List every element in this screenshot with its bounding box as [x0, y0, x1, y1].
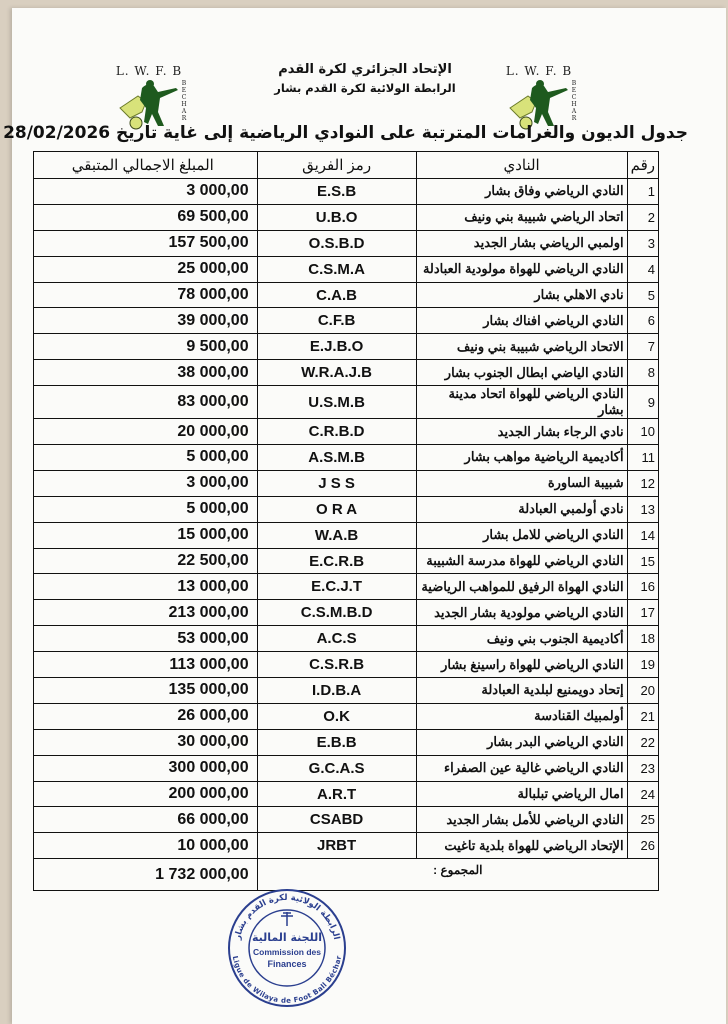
- team-code: U.S.M.B: [257, 386, 416, 419]
- remaining-amount: 10 000,00: [34, 833, 258, 859]
- team-code: U.B.O: [257, 204, 416, 230]
- table-row: [34, 678, 659, 704]
- club-name: الاتحاد الرياضي شبيبة بني ونيف: [416, 334, 627, 360]
- column-header-code: رمز الفريق: [257, 152, 416, 179]
- club-name: اتحاد الرياضي شبيبة بني ونيف: [416, 204, 627, 230]
- remaining-amount: 53 000,00: [34, 626, 258, 652]
- club-name: نادي الاهلي بشار: [416, 282, 627, 308]
- table-row: [34, 282, 659, 308]
- club-name: النادي الرياضي للهواة مدرسة الشبيبة: [416, 548, 627, 574]
- row-number: 23: [627, 755, 658, 781]
- row-number: 9: [627, 386, 658, 419]
- club-name: الإتحاد الرياضي للهواة بلدية تاغيت: [416, 833, 627, 859]
- logo-text: L. W. F. B: [115, 64, 183, 78]
- club-name: النادي الرياضي للأمل بشار الجديد: [416, 807, 627, 833]
- club-name: أكاديمية الجنوب بني ونيف: [416, 626, 627, 652]
- federation-name: الإتحاد الجزائري لكرة القدم: [278, 62, 452, 77]
- table-row: [34, 703, 659, 729]
- team-code: J S S: [257, 470, 416, 496]
- document-title: جدول الديون والغرامات المترتبة على النوادي الرياضية إلى غاية تاريخ 28/02/2026: [3, 123, 688, 143]
- table-row: [34, 179, 659, 205]
- table-row: [34, 781, 659, 807]
- club-name: النادي الرياضي البدر بشار: [416, 729, 627, 755]
- table-row: [34, 522, 659, 548]
- table-row: [34, 256, 659, 282]
- remaining-amount: 69 500,00: [34, 204, 258, 230]
- remaining-amount: 3 000,00: [34, 470, 258, 496]
- row-number: 8: [627, 360, 658, 386]
- club-name: أولمبيك القنادسة: [416, 703, 627, 729]
- total-label: المجموع :: [257, 859, 658, 891]
- table-row: [34, 334, 659, 360]
- team-code: E.C.J.T: [257, 574, 416, 600]
- row-number: 24: [627, 781, 658, 807]
- row-number: 25: [627, 807, 658, 833]
- row-number: 4: [627, 256, 658, 282]
- column-header-amount: المبلغ الاجمالي المتبقي: [34, 152, 258, 179]
- team-code: CSABD: [257, 807, 416, 833]
- table-header-row: [34, 152, 659, 179]
- row-number: 15: [627, 548, 658, 574]
- remaining-amount: 3 000,00: [34, 179, 258, 205]
- finance-commission-stamp: [225, 886, 349, 1010]
- remaining-amount: 213 000,00: [34, 600, 258, 626]
- row-number: 10: [627, 419, 658, 445]
- club-name: النادي الرياضي وفاق بشار: [416, 179, 627, 205]
- logo-vertical-text: B E C H A R: [571, 80, 577, 122]
- total-amount: 1 732 000,00: [34, 859, 258, 891]
- stamp-center-arabic: اللجنة المالية: [251, 931, 323, 944]
- remaining-amount: 66 000,00: [34, 807, 258, 833]
- remaining-amount: 26 000,00: [34, 703, 258, 729]
- stamp-center-french-2: Finances: [267, 959, 307, 969]
- remaining-amount: 78 000,00: [34, 282, 258, 308]
- stamp-outer-french: Ligue de Wilaya de Foot Ball Béchar: [230, 955, 344, 1005]
- team-code: O R A: [257, 496, 416, 522]
- remaining-amount: 5 000,00: [34, 496, 258, 522]
- row-number: 13: [627, 496, 658, 522]
- row-number: 7: [627, 334, 658, 360]
- organization-header: [250, 62, 480, 95]
- remaining-amount: 39 000,00: [34, 308, 258, 334]
- club-name: النادي الرياضي افناك بشار: [416, 308, 627, 334]
- table-row: [34, 548, 659, 574]
- row-number: 19: [627, 652, 658, 678]
- club-name: النادي الرياضي غالية عين الصفراء: [416, 755, 627, 781]
- team-code: A.S.M.B: [257, 445, 416, 471]
- table-row: [34, 600, 659, 626]
- team-code: W.R.A.J.B: [257, 360, 416, 386]
- remaining-amount: 20 000,00: [34, 419, 258, 445]
- table-row: [34, 729, 659, 755]
- row-number: 17: [627, 600, 658, 626]
- club-name: امال الرياضي تبلبالة: [416, 781, 627, 807]
- remaining-amount: 300 000,00: [34, 755, 258, 781]
- team-code: G.C.A.S: [257, 755, 416, 781]
- table-row: [34, 833, 659, 859]
- row-number: 16: [627, 574, 658, 600]
- team-code: O.K: [257, 703, 416, 729]
- club-name: النادي الهواة الرفيق للمواهب الرياضية: [416, 574, 627, 600]
- table-row: [34, 445, 659, 471]
- team-code: C.R.B.D: [257, 419, 416, 445]
- team-code: E.B.B: [257, 729, 416, 755]
- palm-icon: [281, 912, 293, 926]
- table-row: [34, 470, 659, 496]
- team-code: E.J.B.O: [257, 334, 416, 360]
- remaining-amount: 38 000,00: [34, 360, 258, 386]
- row-number: 20: [627, 678, 658, 704]
- club-name: النادي الياضي ابطال الجنوب بشار: [416, 360, 627, 386]
- remaining-amount: 135 000,00: [34, 678, 258, 704]
- row-number: 3: [627, 230, 658, 256]
- row-number: 22: [627, 729, 658, 755]
- league-name: الرابطة الولائية لكرة القدم بشار: [274, 81, 456, 95]
- club-name: إتحاد دويمنيع لبلدية العبادلة: [416, 678, 627, 704]
- table-row: [34, 755, 659, 781]
- table-row: [34, 626, 659, 652]
- remaining-amount: 22 500,00: [34, 548, 258, 574]
- row-number: 5: [627, 282, 658, 308]
- club-name: نادي أولمبي العبادلة: [416, 496, 627, 522]
- remaining-amount: 157 500,00: [34, 230, 258, 256]
- column-header-club: النادي: [416, 152, 627, 179]
- remaining-amount: 15 000,00: [34, 522, 258, 548]
- club-name: النادي الرياضي مولودية بشار الجديد: [416, 600, 627, 626]
- team-code: JRBT: [257, 833, 416, 859]
- row-number: 11: [627, 445, 658, 471]
- team-code: C.S.M.A: [257, 256, 416, 282]
- team-code: I.D.B.A: [257, 678, 416, 704]
- club-name: النادي الرياضي للهواة راسينغ بشار: [416, 652, 627, 678]
- debts-table: [33, 151, 659, 891]
- club-name: النادي الرياضي للهواة مولودية العبادلة: [416, 256, 627, 282]
- team-code: C.S.R.B: [257, 652, 416, 678]
- team-code: C.F.B: [257, 308, 416, 334]
- club-name: أكاديمية الرياضية مواهب بشار: [416, 445, 627, 471]
- club-name: نادي الرجاء بشار الجديد: [416, 419, 627, 445]
- club-name: النادي الرياضي للامل بشار: [416, 522, 627, 548]
- table-row: [34, 308, 659, 334]
- team-code: O.S.B.D: [257, 230, 416, 256]
- remaining-amount: 9 500,00: [34, 334, 258, 360]
- team-code: W.A.B: [257, 522, 416, 548]
- remaining-amount: 25 000,00: [34, 256, 258, 282]
- stamp-center-french-1: Commission des: [252, 947, 322, 957]
- team-code: C.A.B: [257, 282, 416, 308]
- team-code: A.R.T: [257, 781, 416, 807]
- club-name: شبيبة الساورة: [416, 470, 627, 496]
- table-row: [34, 386, 659, 419]
- table-row: [34, 807, 659, 833]
- remaining-amount: 13 000,00: [34, 574, 258, 600]
- table-row: [34, 496, 659, 522]
- row-number: 6: [627, 308, 658, 334]
- column-header-number: رقم: [627, 152, 658, 179]
- row-number: 2: [627, 204, 658, 230]
- team-code: E.C.R.B: [257, 548, 416, 574]
- table-row: [34, 360, 659, 386]
- club-name: النادي الرياضي للهواة اتحاد مدينة بشار: [416, 386, 627, 419]
- remaining-amount: 200 000,00: [34, 781, 258, 807]
- remaining-amount: 5 000,00: [34, 445, 258, 471]
- remaining-amount: 113 000,00: [34, 652, 258, 678]
- table-row: [34, 574, 659, 600]
- row-number: 14: [627, 522, 658, 548]
- remaining-amount: 30 000,00: [34, 729, 258, 755]
- row-number: 26: [627, 833, 658, 859]
- logo-vertical-text: B E C H A R: [181, 80, 187, 122]
- team-code: C.S.M.B.D: [257, 600, 416, 626]
- row-number: 1: [627, 179, 658, 205]
- club-name: اولمبي الرياضي بشار الجديد: [416, 230, 627, 256]
- stamp-outer-arabic: الرابطة الولائية لكرة القدم بشار: [232, 892, 342, 941]
- logo-text: L. W. F. B: [505, 64, 573, 78]
- table-row: [34, 419, 659, 445]
- row-number: 18: [627, 626, 658, 652]
- table-row: [34, 230, 659, 256]
- team-code: E.S.B: [257, 179, 416, 205]
- row-number: 12: [627, 470, 658, 496]
- table-row: [34, 652, 659, 678]
- remaining-amount: 83 000,00: [34, 386, 258, 419]
- row-number: 21: [627, 703, 658, 729]
- table-row: [34, 204, 659, 230]
- team-code: A.C.S: [257, 626, 416, 652]
